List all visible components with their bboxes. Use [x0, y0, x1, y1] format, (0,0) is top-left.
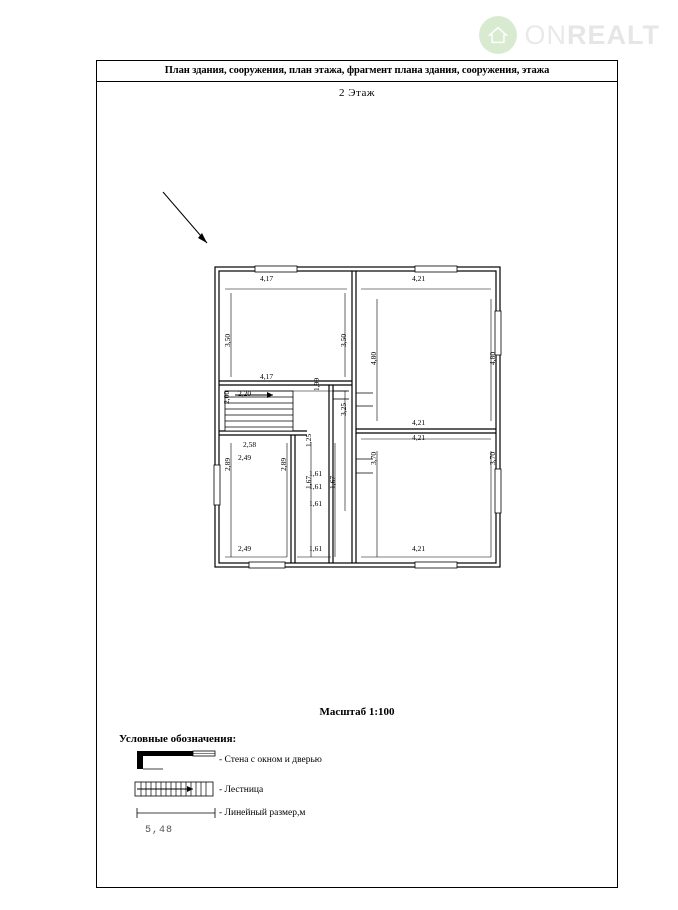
- dim-3-50-left: 3,50: [223, 333, 232, 347]
- dim-4-21-bottom: 4,21: [412, 544, 426, 553]
- legend-item-stairs-label: - Лестница: [219, 785, 264, 795]
- dim-2-89-left: 2,89: [223, 457, 232, 471]
- floor-label: 2 Этаж: [339, 87, 375, 99]
- dim-1-61-bottom: 1,61: [309, 544, 323, 553]
- dim-4-80-left: 4,80: [369, 351, 378, 365]
- legend-title: Условные обозначения:: [119, 733, 237, 745]
- house-icon: [479, 16, 517, 54]
- watermark: [479, 16, 661, 54]
- watermark-text: [525, 20, 661, 51]
- dim-3-70-left: 3,70: [369, 451, 378, 465]
- legend-item-linear: [115, 805, 595, 843]
- legend-item-stairs: [115, 775, 595, 805]
- dim-2-20: 2,20: [238, 389, 252, 398]
- dim-1-61-b: 1,61: [309, 482, 323, 491]
- dim-4-21-top: 4,21: [412, 274, 426, 283]
- watermark-brand-on: ON: [524, 19, 567, 50]
- dim-4-21-mid: 4,21: [412, 418, 426, 427]
- legend: [115, 733, 595, 843]
- dim-1-25: 1,25: [304, 433, 313, 447]
- dim-2-89-right: 2,89: [279, 457, 288, 471]
- dim-2-58: 2,58: [243, 440, 257, 449]
- dim-2-49-bottom: 2,49: [238, 544, 252, 553]
- dim-1-67-b: 1,67: [328, 475, 337, 489]
- dim-4-17-mid: 4,17: [260, 372, 274, 381]
- page-title: План здания, сооружения, план этажа, фрагмент плана здания, сооружения, этажа: [97, 61, 617, 82]
- stairs-symbol: [225, 391, 293, 431]
- wall-window-door-icon: [133, 747, 219, 773]
- dim-1-67-a: 1,67: [304, 475, 313, 489]
- legend-item-wall: [115, 745, 595, 775]
- dim-3-70-right: 3,70: [488, 451, 497, 465]
- dim-4-80-right: 4,80: [488, 351, 497, 365]
- dim-3-25: 3,25: [339, 402, 348, 416]
- legend-item-wall-label: - Стена с окном и дверью: [219, 755, 322, 765]
- dim-1-99: 1,99: [312, 377, 321, 391]
- dim-4-17-top: 4,17: [260, 274, 274, 283]
- dim-1-61-c: 1,61: [309, 499, 323, 508]
- stairs-icon: [133, 777, 219, 803]
- watermark-brand-realt: REALT: [567, 19, 660, 50]
- dim-3-50-mid: 3,50: [339, 333, 348, 347]
- scale-label: Масштаб 1:100: [319, 706, 395, 718]
- dim-4-21-mid2: 4,21: [412, 433, 426, 442]
- dim-2-00: 2,00: [222, 390, 231, 404]
- dim-2-49-top: 2,49: [238, 453, 252, 462]
- compass-arrow-icon: [163, 192, 207, 243]
- dim-1-61-a: 1,61: [309, 469, 323, 478]
- document-page: [96, 60, 618, 888]
- legend-item-linear-label: - Линейный размер,м: [219, 808, 306, 818]
- dimension-example-value: 5,48: [145, 825, 174, 836]
- linear-dimension-icon: [133, 805, 219, 821]
